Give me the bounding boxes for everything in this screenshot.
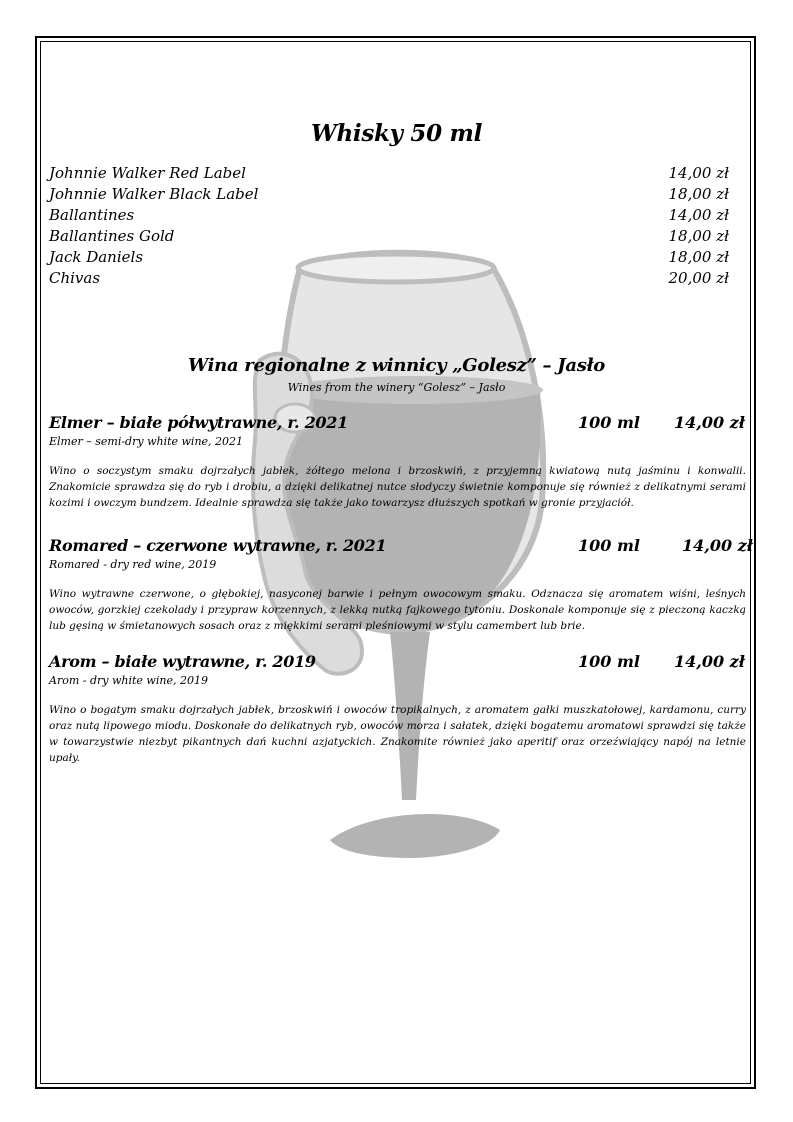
item-name: Chivas xyxy=(49,269,101,287)
list-item xyxy=(49,185,729,206)
item-price: 14,00 zł xyxy=(668,164,729,182)
wine-name: Elmer – białe półwytrawne, r. 2021 xyxy=(49,413,348,432)
wines-title: Wina regionalne z winnicy „Golesz” – Jasło xyxy=(188,355,605,376)
item-name: Ballantines Gold xyxy=(49,227,175,245)
wine-name: Romared – czerwone wytrawne, r. 2021 xyxy=(49,536,387,555)
list-item xyxy=(49,248,729,269)
item-price: 20,00 zł xyxy=(668,269,729,287)
wine-name: Arom – białe wytrawne, r. 2019 xyxy=(49,652,316,671)
item-name: Jack Daniels xyxy=(49,248,144,266)
list-item xyxy=(49,206,729,227)
whisky-list xyxy=(49,164,729,290)
item-name: Johnnie Walker Black Label xyxy=(49,185,259,203)
item-name: Johnnie Walker Red Label xyxy=(49,164,246,182)
item-price: 18,00 zł xyxy=(668,248,729,266)
wine-price: 14,00 zł xyxy=(682,536,753,555)
item-price: 18,00 zł xyxy=(668,227,729,245)
wine-volume: 100 ml xyxy=(578,652,640,671)
wine-english-name: Elmer – semi-dry white wine, 2021 xyxy=(49,435,244,448)
wine-price: 14,00 zł xyxy=(674,652,745,671)
item-name: Ballantines xyxy=(49,206,135,224)
wine-glass-icon xyxy=(230,240,560,880)
wine-price: 14,00 zł xyxy=(674,413,745,432)
wine-volume: 100 ml xyxy=(578,413,640,432)
wine-volume: 100 ml xyxy=(578,536,640,555)
item-price: 18,00 zł xyxy=(668,185,729,203)
list-item xyxy=(49,164,729,185)
list-item xyxy=(49,227,729,248)
wine-description: Wino o bogatym smaku dojrzałych jabłek, brzoskwiń i owoców tropikalnych, z aromatem gałki muszkatołowej, kardamonu, curry oraz nutą lipowego miodu. Doskonałe do delikatnych ryb, owoców morza i sałatek, dzięki bogatemu aromatowi sprawdzi się także w towarzystwie niezbyt pikantnych dań kuchni azjatyckich. Znakomite również jako aperitif oraz orzeźwiający napój na letnie upały. xyxy=(49,704,746,764)
wine-english-name: Arom - dry white wine, 2019 xyxy=(49,674,208,687)
item-price: 14,00 zł xyxy=(668,206,729,224)
wine-description: Wino wytrawne czerwone, o głębokiej, nasyconej barwie i pełnym owocowym smaku. Odznacza się aromatem wiśni, leśnych owoców, gorzkiej czekolady i przypraw korzennych, z lekką nutką fajkowego tytoniu. Doskonale komponuje się z pieczoną kaczką lub gęsiną w śmietanowych sosach oraz z miękkimi serami pleśniowymi w stylu camembert lub brie. xyxy=(49,588,746,632)
wine-english-name: Romared - dry red wine, 2019 xyxy=(49,558,217,571)
whisky-title: Whisky 50 ml xyxy=(310,120,483,147)
wines-subtitle: Wines from the winery “Golesz” – Jasło xyxy=(287,381,506,394)
wine-description: Wino o soczystym smaku dojrzałych jabłek, żółtego melona i brzoskwiń, z przyjemną kwiatową nutą jaśminu i konwalii. Znakomicie sprawdza się do ryb i drobiu, a dzięki delikatnej nutce słodyczy świetnie komponuje się również z delikatnymi serami kozimi i owczym bundzem. Idealnie sprawdza się także jako towarzysz dłuższych spotkań w gronie przyjaciół. xyxy=(49,465,746,509)
list-item xyxy=(49,269,729,290)
